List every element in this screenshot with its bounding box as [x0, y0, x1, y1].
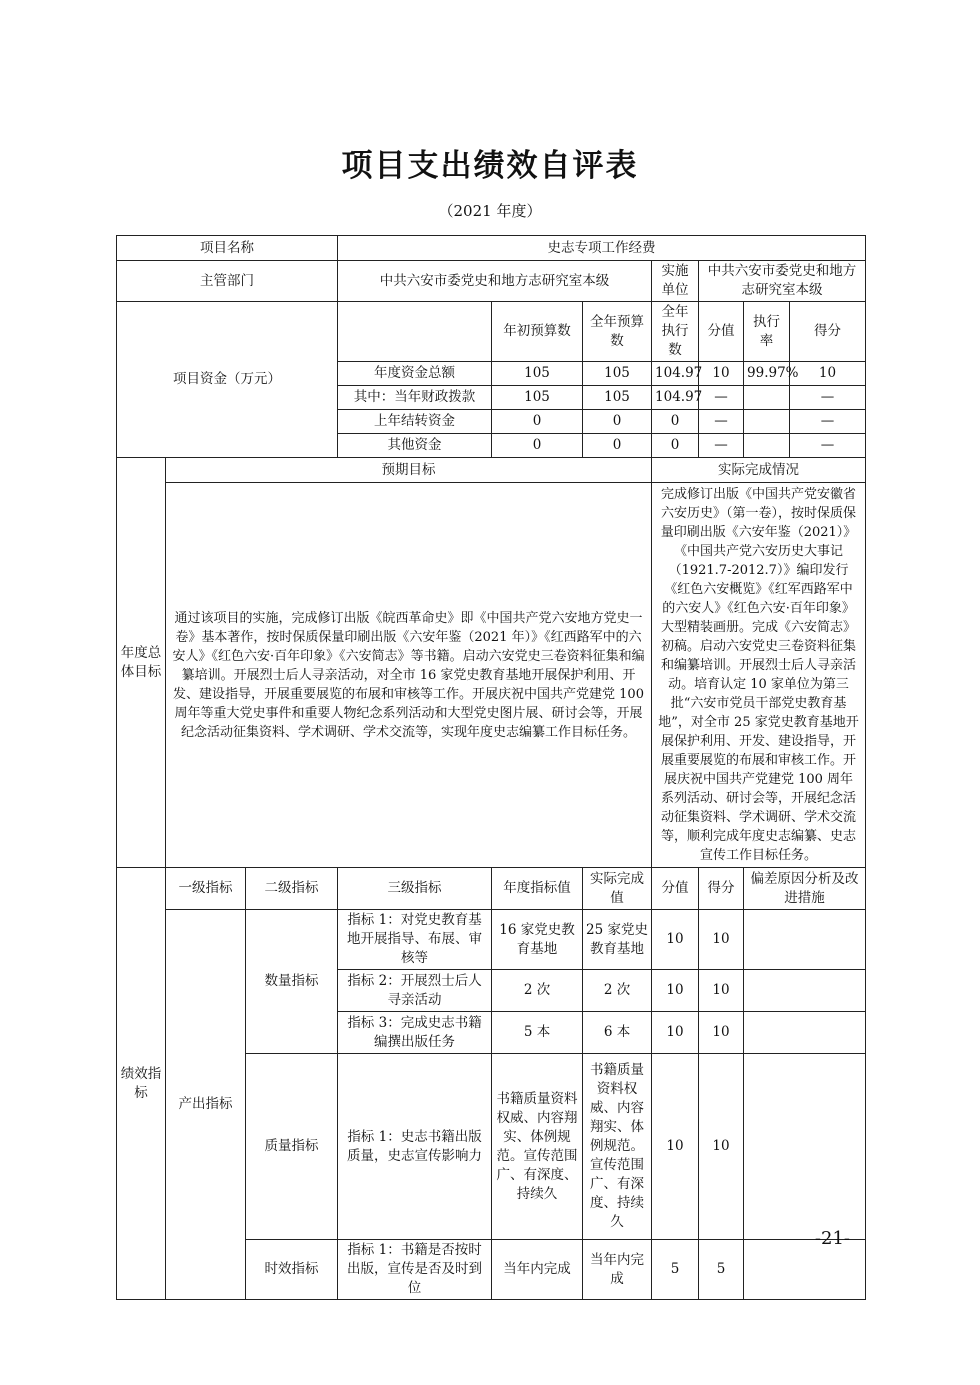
fund-cell: —	[790, 386, 866, 410]
indicator-name: 指标 1：对党史教育基地开展指导、布展、审核等	[338, 910, 492, 970]
fund-cell: 10	[699, 362, 744, 386]
fund-cell: —	[790, 434, 866, 458]
perf-header: 得分	[699, 868, 744, 910]
perf-header: 年度指标值	[492, 868, 583, 910]
group-quantity: 数量指标	[246, 910, 338, 1054]
indicator-score-value: 10	[652, 1054, 699, 1240]
indicator-score-value: 10	[652, 910, 699, 970]
fund-row-label: 其他资金	[338, 434, 492, 458]
fund-cell: 0	[652, 434, 699, 458]
fund-cell: 104.97	[652, 386, 699, 410]
group-quality: 质量指标	[246, 1054, 338, 1240]
indicator-name: 指标 1：书籍是否按时出版，宣传是否及时到位	[338, 1240, 492, 1300]
level1-output: 产出指标	[166, 910, 246, 1300]
fund-row-label: 上年结转资金	[338, 410, 492, 434]
perf-header: 偏差原因分析及改进措施	[744, 868, 866, 910]
impl: 中共六安市委党史和地方志研究室本级	[699, 261, 866, 302]
actual-label: 实际完成情况	[652, 458, 866, 483]
fund-header-blank	[338, 302, 492, 362]
indicator-score-value: 5	[652, 1240, 699, 1300]
dept-label: 主管部门	[117, 261, 338, 302]
perf-header: 一级指标	[166, 868, 246, 910]
indicator-name: 指标 2：开展烈士后人寻亲活动	[338, 970, 492, 1012]
indicator-note	[744, 910, 866, 970]
indicator-actual: 当年内完成	[583, 1240, 652, 1300]
fund-row-label: 年度资金总额	[338, 362, 492, 386]
expected-label: 预期目标	[166, 458, 652, 483]
fund-header: 全年预算数	[583, 302, 652, 362]
fund-cell	[744, 434, 790, 458]
indicator-note	[744, 970, 866, 1012]
indicator-actual: 6 本	[583, 1012, 652, 1054]
fund-label: 项目资金（万元）	[117, 302, 338, 458]
indicator-score: 10	[699, 970, 744, 1012]
indicator-score: 10	[699, 1012, 744, 1054]
perf-label: 绩效指标	[117, 868, 166, 1300]
indicator-name: 指标 3：完成史志书籍编撰出版任务	[338, 1012, 492, 1054]
fund-cell: —	[699, 386, 744, 410]
fund-header: 年初预算数	[492, 302, 583, 362]
fund-header: 全年执行数	[652, 302, 699, 362]
project-name-label: 项目名称	[117, 236, 338, 261]
indicator-score-value: 10	[652, 1012, 699, 1054]
group-timeliness: 时效指标	[246, 1240, 338, 1300]
indicator-note	[744, 1054, 866, 1240]
indicator-score-value: 10	[652, 970, 699, 1012]
impl-label: 实施单位	[652, 261, 699, 302]
fund-cell: 10	[790, 362, 866, 386]
indicator-actual: 书籍质量资料权威、内容翔实、体例规范。宣传范围广、有深度、持续久	[583, 1054, 652, 1240]
expected-text: 通过该项目的实施，完成修订出版《皖西革命史》即《中国共产党六安地方党史一卷》基本著作，按时保质保量印刷出版《六安年鉴（2021 年）》《红西路军中的六安人》《红色六安·百年印象》《六安简志》等书籍。启动六安党史三卷资料征集和编纂培训。开展烈士后人寻亲活动，对全市 16 家党史教育基地开展保护利用、开发、建设指导，开展重要展览的布展和审核等工作。开展庆祝中国共产党建党 100 周年等重大党史事件和重要人物纪念系列活动和大型党史图片展、研讨会等，开展纪念活动征集资料、学术调研、学术交流等，实现年度史志编纂工作目标任务。	[166, 483, 652, 868]
indicator-name: 指标 1：史志书籍出版质量，史志宣传影响力	[338, 1054, 492, 1240]
fund-row-label: 其中：当年财政拨款	[338, 386, 492, 410]
fund-cell: 0	[583, 434, 652, 458]
perf-header: 实际完成值	[583, 868, 652, 910]
performance-table	[116, 235, 866, 1300]
fund-cell: 99.97%	[744, 362, 790, 386]
page-number: -21-	[814, 1228, 850, 1249]
indicator-score: 10	[699, 1054, 744, 1240]
fund-cell: —	[790, 410, 866, 434]
fund-cell: —	[699, 434, 744, 458]
perf-header: 二级指标	[246, 868, 338, 910]
indicator-target: 书籍质量资料权威、内容翔实、体例规范。宣传范围广、有深度、持续久	[492, 1054, 583, 1240]
fund-cell: —	[699, 410, 744, 434]
perf-header: 三级指标	[338, 868, 492, 910]
fund-cell	[744, 410, 790, 434]
fund-header: 执行率	[744, 302, 790, 362]
fund-cell	[744, 386, 790, 410]
indicator-score: 5	[699, 1240, 744, 1300]
fund-cell: 104.97	[652, 362, 699, 386]
indicator-actual: 25 家党史教育基地	[583, 910, 652, 970]
fund-cell: 105	[492, 362, 583, 386]
dept: 中共六安市委党史和地方志研究室本级	[338, 261, 652, 302]
indicator-note	[744, 1012, 866, 1054]
fund-header: 得分	[790, 302, 866, 362]
indicator-score: 10	[699, 910, 744, 970]
actual-text: 完成修订出版《中国共产党安徽省六安历史》（第一卷），按时保质保量印刷出版《六安年鉴（2021）》《中国共产党六安历史大事记（1921.7-2012.7）》编印发行《红色六安概览》《红军西路军中的六安人》《红色六安·百年印象》大型精装画册。完成《六安简志》初稿。启动六安党史三卷资料征集和编纂培训。开展烈士后人寻亲活动。培育认定 10 家单位为第三批“六安市党员干部党史教育基地”，对全市 25 家党史教育基地开展保护利用、开发、建设指导，开展重要展览的布展和审核工作。开展庆祝中国共产党建党 100 周年系列活动、研讨会等，开展纪念活动征集资料、学术调研、学术交流等，顺利完成年度史志编纂、史志宣传工作目标任务。	[652, 483, 866, 868]
indicator-target: 2 次	[492, 970, 583, 1012]
perf-header: 分值	[652, 868, 699, 910]
indicator-target: 5 本	[492, 1012, 583, 1054]
page-title: 项目支出绩效自评表	[341, 148, 639, 184]
fund-cell: 105	[492, 386, 583, 410]
fund-cell: 0	[492, 434, 583, 458]
fund-header: 分值	[699, 302, 744, 362]
goal-label: 年度总体目标	[117, 458, 166, 868]
report-year: （2021 年度）	[438, 202, 542, 220]
project-name: 史志专项工作经费	[338, 236, 866, 261]
indicator-target: 16 家党史教育基地	[492, 910, 583, 970]
fund-cell: 0	[492, 410, 583, 434]
fund-cell: 0	[583, 410, 652, 434]
indicator-actual: 2 次	[583, 970, 652, 1012]
indicator-target: 当年内完成	[492, 1240, 583, 1300]
fund-cell: 0	[652, 410, 699, 434]
fund-cell: 105	[583, 362, 652, 386]
fund-cell: 105	[583, 386, 652, 410]
